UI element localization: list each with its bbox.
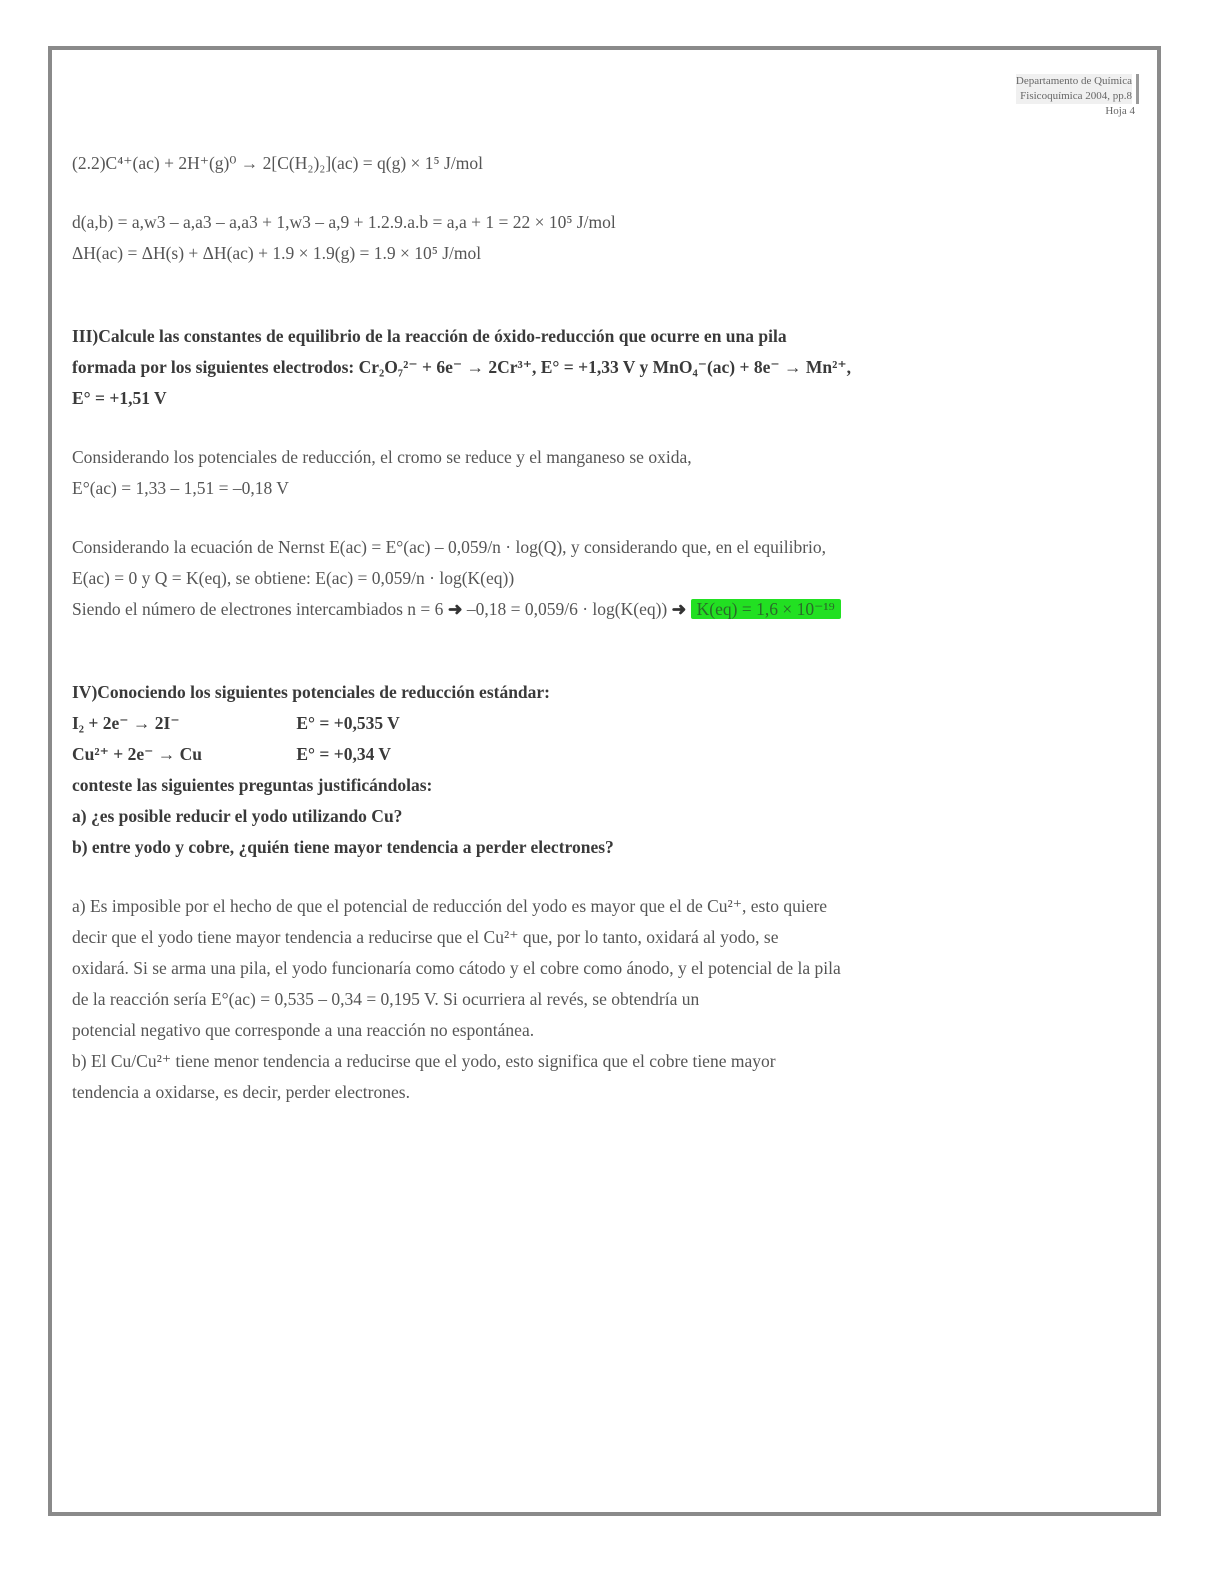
equation-2b: ΔH(ac) = ΔH(s) + ΔH(ac) + 1.9 × 1.9(g) = 1.9 × 10⁵ J/mol	[72, 243, 482, 263]
question-3-text-2-line-1: Considerando la ecuación de Nernst E(ac) = E°(ac) – 0,059/n · log(Q), y considerando que, en el equilibrio,	[72, 537, 827, 557]
header-page-number: Hoja 4	[1105, 105, 1135, 117]
document-page	[48, 46, 1161, 1516]
answer-4b-line-2: tendencia a oxidarse, es decir, perder electrones.	[72, 1082, 410, 1102]
question-4a: a) ¿es posible reducir el yodo utilizando Cu?	[72, 806, 403, 826]
question-3-title-line-2: formada por los siguientes electrodos: Cr₂O₇²⁻ + 6e⁻ → 2Cr³⁺, E° = +1,33 V y MnO₄⁻(ac) + 8e⁻ → Mn²⁺,	[72, 357, 851, 377]
answer-4a-line-3: oxidará. Si se arma una pila, el yodo funcionaría como cátodo y el cobre como ánodo, y el potencial de la pila	[72, 958, 841, 978]
equation-1: (2.2)C⁴⁺(ac) + 2H⁺(g)⁰ → 2[C(H₂)₂](ac) = q(g) × 1⁵ J/mol	[72, 153, 483, 173]
question-3-title-line-1: III)Calcule las constantes de equilibrio de la reacción de óxido-reducción que ocurre en una pila	[72, 326, 787, 346]
question-3-text-1-line-1: Considerando los potenciales de reducción, el cromo se reduce y el manganeso se oxida,	[72, 447, 692, 467]
header-line-2: Fisicoquímica 2004, pp.8	[1016, 89, 1132, 104]
half-reaction-copper: Cu²⁺ + 2e⁻ → Cu	[72, 744, 202, 764]
potential-row-1	[72, 708, 1142, 739]
answer-4a-line-2: decir que el yodo tiene mayor tendencia a reducirse que el Cu²⁺ que, por lo tanto, oxidará al yodo, se	[72, 927, 779, 947]
answer-4a-line-1: a) Es imposible por el hecho de que el potencial de reducción del yodo es mayor que el de Cu²⁺, esto quiere	[72, 896, 828, 916]
electrons-exchanged-text: Siendo el número de electrones intercambiados n = 6	[72, 599, 444, 619]
half-reaction-iodine: I₂ + 2e⁻ → 2I⁻	[72, 713, 180, 733]
page-header	[1016, 74, 1139, 119]
potential-iodine: E° = +0,535 V	[296, 713, 400, 733]
answer-4a-line-5: potencial negativo que corresponde a una reacción no espontánea.	[72, 1020, 535, 1040]
potential-copper: E° = +0,34 V	[296, 744, 392, 764]
equation-2a: d(a,b) = a,w3 – a,a3 – a,a3 + 1,w3 – a,9 + 1.2.9.a.b = a,a + 1 = 22 × 10⁵ J/mol	[72, 212, 616, 232]
question-3-text-2-line-3	[72, 594, 1142, 625]
question-4-intro: conteste las siguientes preguntas justificándolas:	[72, 775, 433, 795]
answer-4a-line-4: de la reacción sería E°(ac) = 0,535 – 0,34 = 0,195 V. Si ocurriera al revés, se obtendría un	[72, 989, 700, 1009]
arrow-icon: ➜	[447, 599, 463, 619]
header-course-box	[1016, 74, 1139, 104]
potential-row-2	[72, 739, 1142, 770]
answer-4b-line-1: b) El Cu/Cu²⁺ tiene menor tendencia a reducirse que el yodo, esto significa que el cobre tiene mayor	[72, 1051, 776, 1071]
question-4b: b) entre yodo y cobre, ¿quién tiene mayor tendencia a perder electrones?	[72, 837, 614, 857]
header-line-1: Departamento de Química	[1015, 75, 1132, 87]
question-3-title-line-3: E° = +1,51 V	[72, 388, 167, 408]
question-3-text-1-line-2: E°(ac) = 1,33 – 1,51 = –0,18 V	[72, 478, 289, 498]
document-body	[72, 148, 1142, 1108]
arrow-icon: ➜	[671, 599, 687, 619]
nernst-substitution-text: –0,18 = 0,059/6 · log(K(eq))	[466, 599, 668, 619]
question-4-title: IV)Conociendo los siguientes potenciales de reducción estándar:	[72, 682, 551, 702]
question-3-text-2-line-2: E(ac) = 0 y Q = K(eq), se obtiene: E(ac) = 0,059/n · log(K(eq))	[72, 568, 515, 588]
highlighted-result: K(eq) = 1,6 × 10⁻¹⁹	[691, 599, 841, 619]
